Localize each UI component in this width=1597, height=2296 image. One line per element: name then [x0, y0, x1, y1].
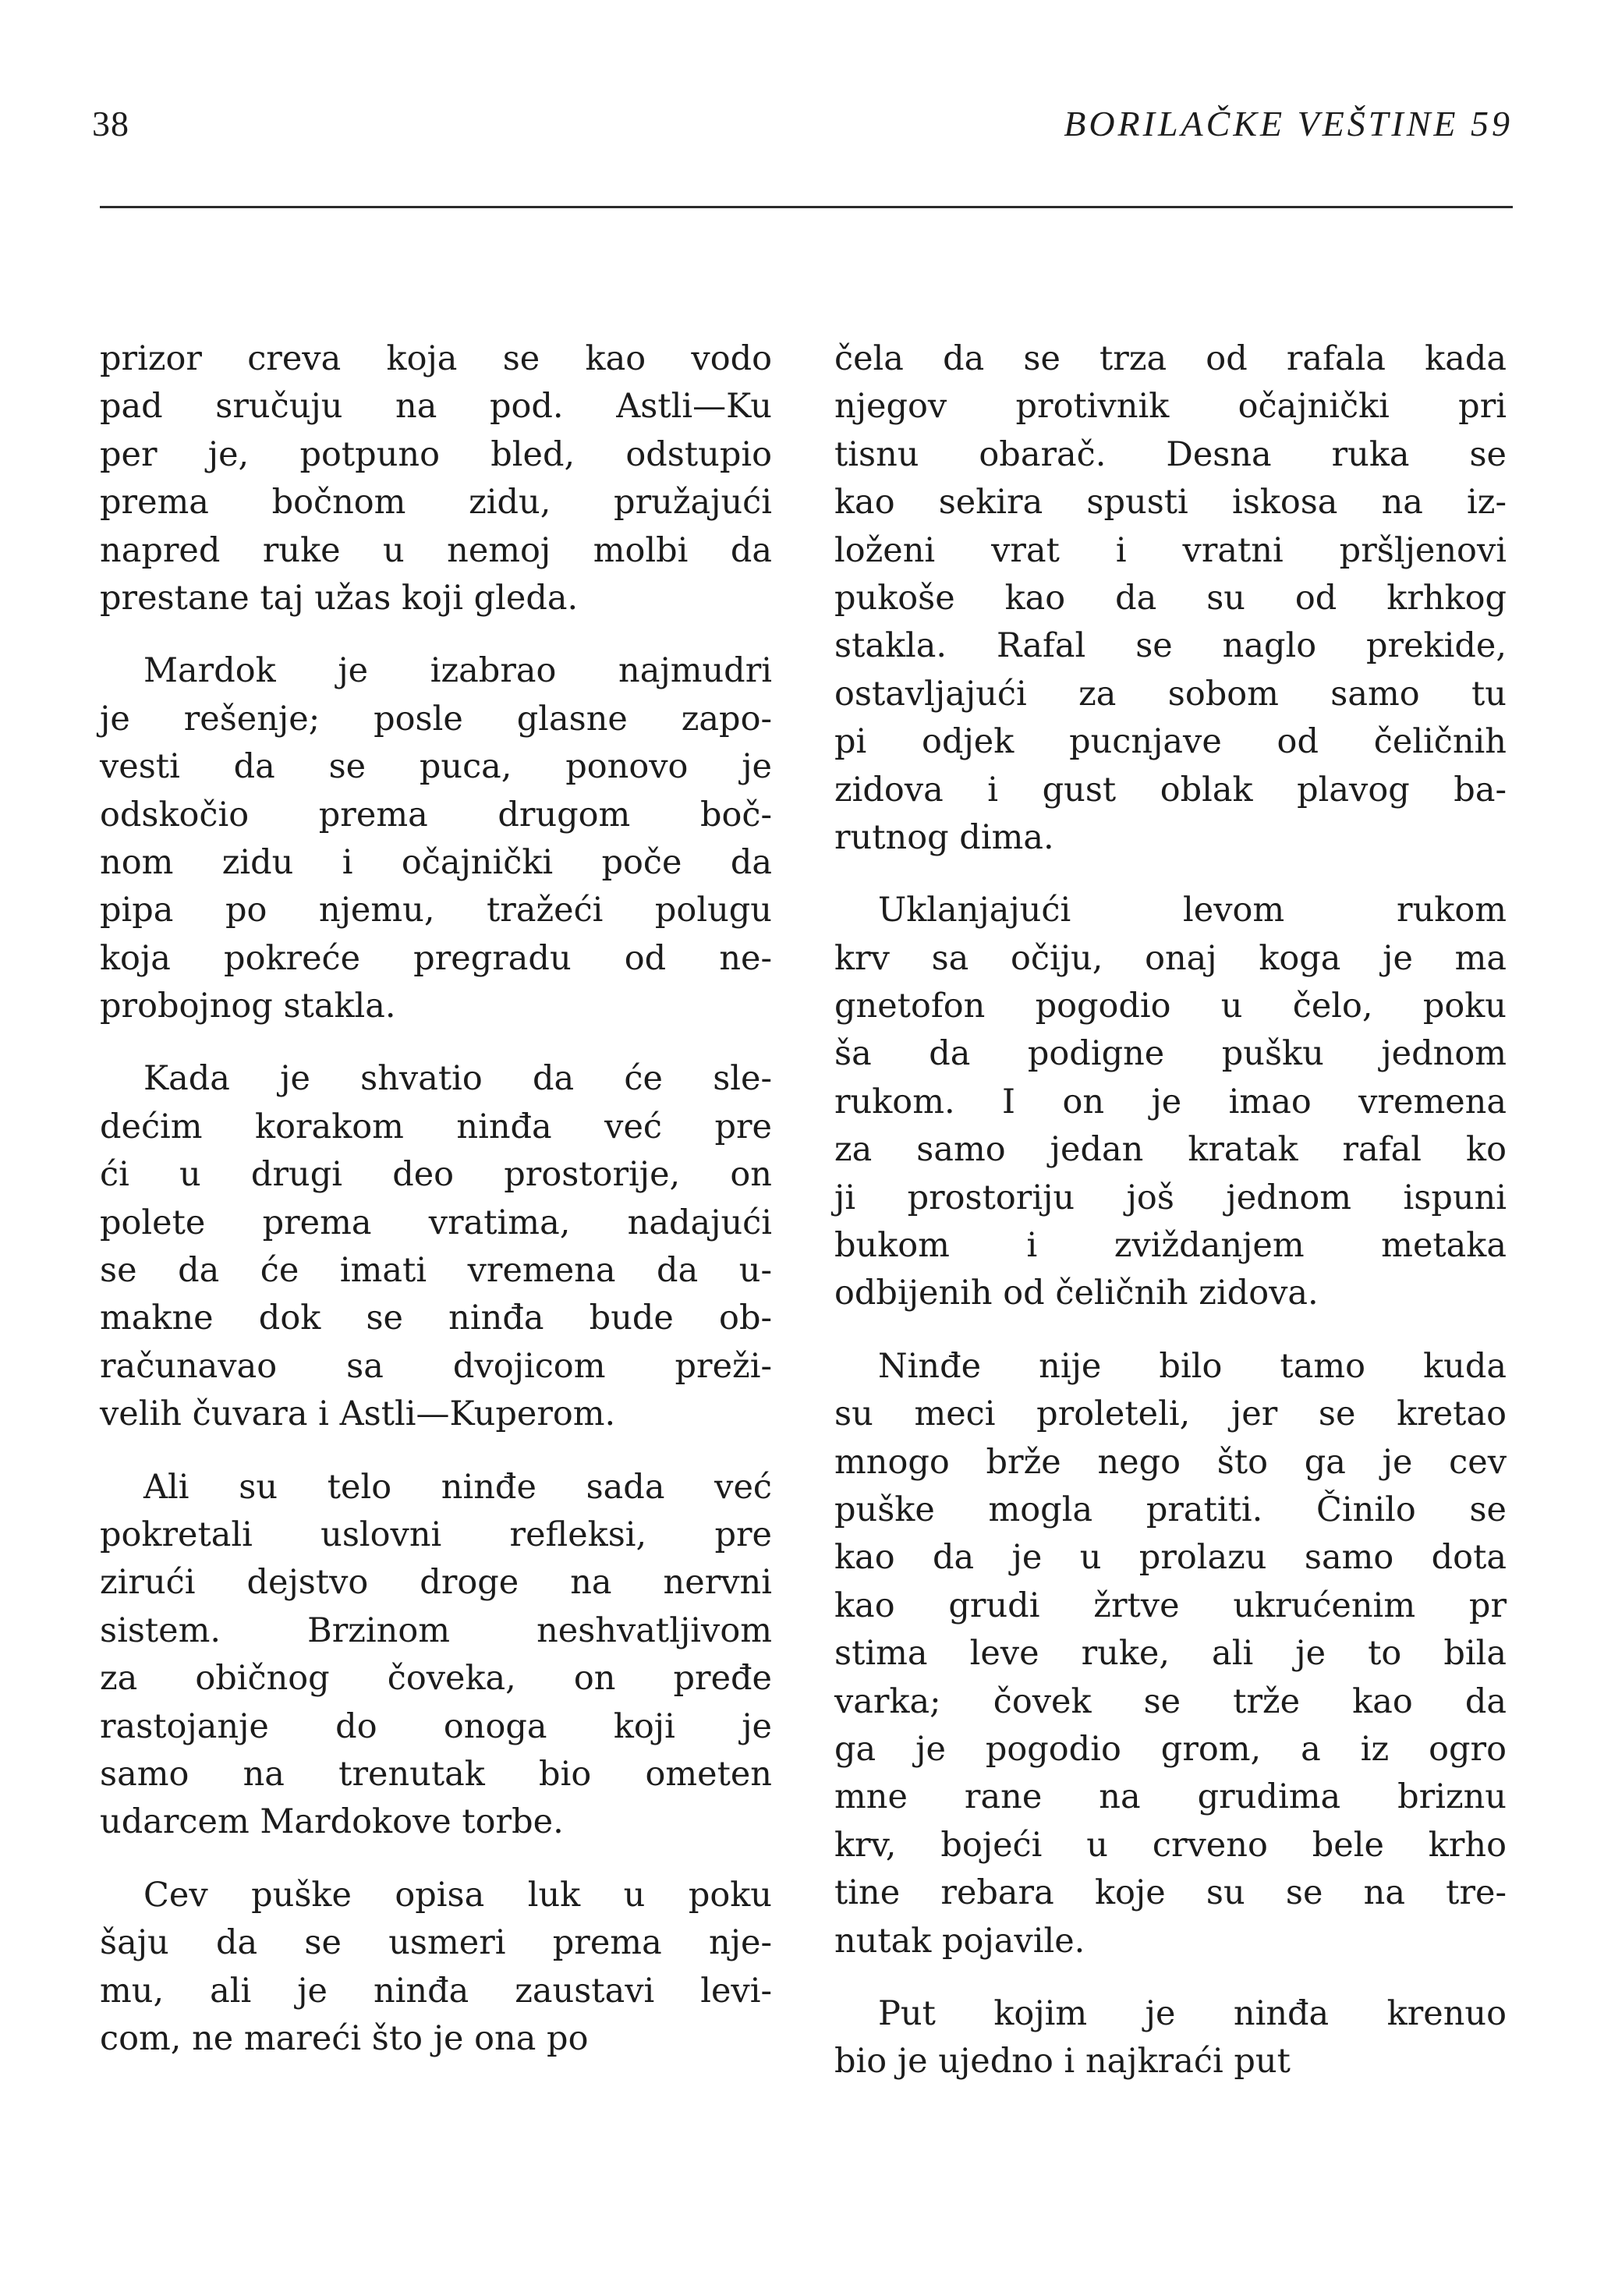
text-line: bukom i zviždanjem metaka: [834, 1226, 1507, 1266]
text-line: krv, bojeći u crveno bele krho: [834, 1825, 1507, 1865]
text-line: gnetofon pogodio u čelo, poku: [834, 987, 1507, 1026]
text-line: njegov protivnik očajnički pri: [834, 387, 1507, 427]
header-rule: [100, 206, 1513, 208]
text-line: mne rane na grudima briznu: [834, 1777, 1507, 1817]
text-line: šaju da se usmeri prema nje-: [100, 1923, 772, 1963]
text-line: zidova i gust oblak plavog ba-: [834, 770, 1507, 810]
text-line: za samo jedan kratak rafal ko: [834, 1130, 1507, 1170]
left-column: [100, 335, 772, 2063]
text-line: samo na trenutak bio ometen: [100, 1754, 772, 1794]
page-header: [92, 97, 1513, 151]
text-line: Mardok je izabrao najmudri: [143, 651, 772, 691]
text-line: pukoše kao da su od krhkog: [834, 578, 1507, 618]
paragraph: [834, 1343, 1507, 1965]
text-line: stima leve ruke, ali je to bila: [834, 1634, 1507, 1674]
paragraph: [834, 1990, 1507, 2086]
text-line: per je, potpuno bled, odstupio: [100, 434, 772, 474]
text-line: Kada je shvatio da će sle-: [143, 1059, 772, 1099]
text-line: mu, ali je ninđa zaustavi levi-: [100, 1971, 772, 2011]
paragraph: [834, 887, 1507, 1318]
text-line: odskočio prema drugom boč-: [100, 795, 772, 834]
text-line: rastojanje do onoga koji je: [100, 1706, 772, 1746]
text-line: puške mogla pratiti. Činilo se: [834, 1490, 1507, 1529]
text-line: Put kojim je ninđa krenuo: [878, 1993, 1507, 2033]
text-line: nutak pojavile.: [834, 1921, 1085, 1961]
text-line: polete prema vratima, nadajući: [100, 1203, 772, 1242]
text-line: ći u drugi deo prostorije, on: [100, 1155, 772, 1195]
text-line: ostavljajući za sobom samo tu: [834, 674, 1507, 714]
text-line: je rešenje; posle glasne zapo-: [100, 699, 772, 739]
text-line: mnogo brže nego što ga je cev: [834, 1442, 1507, 1482]
paragraph: [100, 1055, 772, 1438]
text-line: rukom. I on je imao vremena: [834, 1082, 1507, 1121]
text-line: udarcem Mardokove torbe.: [100, 1802, 564, 1842]
text-line: vesti da se puca, ponovo je: [100, 747, 772, 787]
text-line: koja pokreće pregradu od ne-: [100, 938, 772, 978]
text-line: za običnog čoveka, on pređe: [100, 1659, 772, 1699]
text-line: bio je ujedno i najkraći put: [834, 2042, 1291, 2082]
text-line: varka; čovek se trže kao da: [834, 1681, 1507, 1721]
text-line: pokretali uslovni refleksi, pre: [100, 1515, 772, 1554]
text-line: Cev puške opisa luk u poku: [143, 1875, 772, 1915]
text-line: probojnog stakla.: [100, 987, 396, 1026]
paragraph: [100, 647, 772, 1030]
text-line: se da će imati vremena da u-: [100, 1251, 772, 1291]
text-line: ga je pogodio grom, a iz ogro: [834, 1729, 1507, 1769]
text-line: Uklanjajući levom rukom: [878, 891, 1507, 930]
text-line: prestane taj užas koji gleda.: [100, 578, 579, 618]
text-line: pipa po njemu, tražeći polugu: [100, 891, 772, 930]
right-column: [834, 335, 1507, 2086]
text-line: kao da je u prolazu samo dota: [834, 1538, 1507, 1578]
text-line: pad sručuju na pod. Astli—Ku: [100, 387, 772, 427]
text-line: Ninđe nije bilo tamo kuda: [878, 1346, 1507, 1386]
text-line: krv sa očiju, onaj koga je ma: [834, 938, 1507, 978]
running-title: BORILAČKE VEŠTINE 59: [1064, 104, 1513, 144]
paragraph: [100, 1872, 772, 2064]
text-line: dećim korakom ninđa već pre: [100, 1107, 772, 1146]
text-line: čela da se trza od rafala kada: [834, 339, 1507, 378]
text-line: Ali su telo ninđe sada već: [143, 1467, 772, 1507]
text-line: odbijenih od čeličnih zidova.: [834, 1274, 1319, 1313]
text-line: računavao sa dvojicom preži-: [100, 1346, 772, 1386]
text-line: tine rebara koje su se na tre-: [834, 1873, 1507, 1913]
text-line: prema bočnom zidu, pružajući: [100, 483, 772, 523]
text-line: com, ne mareći što je ona po: [100, 2018, 589, 2058]
text-line: velih čuvara i Astli—Kuperom.: [100, 1394, 616, 1434]
text-line: nom zidu i očajnički poče da: [100, 842, 772, 882]
text-line: prizor creva koja se kao vodo: [100, 339, 772, 378]
paragraph: [100, 1464, 772, 1847]
text-line: loženi vrat i vratni pršljenovi: [834, 530, 1507, 570]
paragraph: [100, 335, 772, 622]
text-line: napred ruke u nemoj molbi da: [100, 530, 772, 570]
text-line: kao sekira spusti iskosa na iz-: [834, 483, 1507, 523]
text-line: zirući dejstvo droge na nervni: [100, 1563, 772, 1603]
page-number: 38: [92, 104, 129, 144]
text-line: ji prostoriju još jednom ispuni: [834, 1178, 1507, 1217]
text-line: makne dok se ninđa bude ob-: [100, 1299, 772, 1338]
text-line: sistem. Brzinom neshvatljivom: [100, 1610, 772, 1650]
text-line: pi odjek pucnjave od čeličnih: [834, 722, 1507, 762]
paragraph: [834, 335, 1507, 862]
text-line: rutnog dima.: [834, 817, 1054, 857]
text-line: tisnu obarač. Desna ruka se: [834, 434, 1507, 474]
text-line: stakla. Rafal se naglo prekide,: [834, 626, 1507, 666]
text-line: ša da podigne pušku jednom: [834, 1034, 1507, 1074]
text-line: kao grudi žrtve ukrućenim pr: [834, 1586, 1507, 1625]
text-line: su meci proleteli, jer se kretao: [834, 1394, 1507, 1434]
